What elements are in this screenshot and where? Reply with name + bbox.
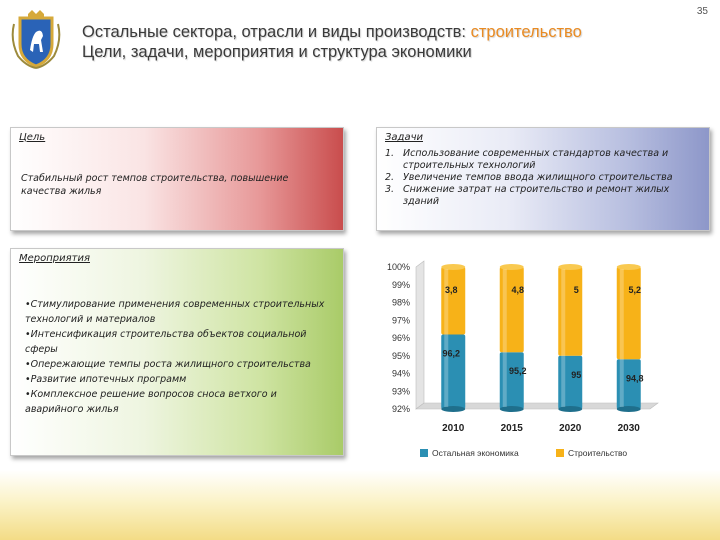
- title-prefix: Остальные сектора, отрасли и виды производств:: [82, 23, 471, 41]
- economy-structure-chart: [376, 253, 666, 471]
- slide-title: [82, 22, 702, 62]
- chart-side-wall: [416, 261, 424, 409]
- task-item: [385, 172, 703, 184]
- goal-text: Стабильный рост темпов строительства, повышение качества жилья: [21, 173, 289, 197]
- y-tick-label: 100%: [386, 262, 410, 272]
- data-label-construction: 5: [573, 285, 579, 295]
- title-accent: строительство: [470, 23, 582, 41]
- measure-item: •Развитие ипотечных программ: [25, 374, 187, 385]
- task-item: [385, 148, 703, 172]
- bar-highlight: [620, 269, 624, 407]
- task-number: 2.: [385, 172, 395, 183]
- legend-label: Строительство: [568, 448, 628, 458]
- data-label-construction: 4,8: [511, 285, 525, 295]
- x-category-label: 2030: [617, 423, 640, 434]
- y-tick-label: 92%: [391, 404, 410, 414]
- bar-highlight: [503, 269, 507, 407]
- footer-glow: [0, 470, 720, 540]
- task-number: 1.: [385, 148, 395, 159]
- legend-swatch: [420, 449, 428, 457]
- data-label-construction: 3,8: [444, 285, 458, 295]
- legend-label: Остальная экономика: [432, 448, 519, 458]
- page-number: 35: [696, 6, 708, 17]
- data-label-other-economy: 95: [571, 369, 582, 380]
- y-tick-label: 95%: [391, 350, 410, 361]
- data-label-other-economy: 96,2: [442, 348, 461, 359]
- task-number: 3.: [385, 184, 395, 195]
- x-category-label: 2010: [442, 423, 465, 434]
- task-text: Снижение затрат на строительство и ремонт жилых зданий: [403, 184, 670, 207]
- y-tick-label: 97%: [391, 315, 410, 326]
- tasks-list: [385, 148, 703, 208]
- bar-highlight: [561, 269, 565, 407]
- measure-item: •Комплексное решение вопросов сноса ветхого и аварийного жилья: [25, 389, 277, 415]
- y-tick-label: 98%: [391, 297, 410, 308]
- task-item: [385, 184, 703, 208]
- y-tick-label: 93%: [391, 386, 410, 397]
- goal-panel: [10, 127, 344, 231]
- x-category-label: 2020: [559, 423, 582, 434]
- measure-item: •Интенсификация строительства объектов социальной сферы: [25, 329, 307, 355]
- measures-list: [25, 297, 325, 417]
- title-line-2: Цели, задачи, мероприятия и структура экономики: [82, 43, 472, 61]
- tasks-panel: [376, 127, 710, 231]
- title-line-1: [82, 22, 702, 42]
- samara-coat-of-arms-icon: [10, 10, 62, 70]
- measure-item: •Стимулирование применения современных строительных технологий и материалов: [25, 299, 325, 325]
- measures-panel: [10, 248, 344, 456]
- legend-swatch: [556, 449, 564, 457]
- tasks-heading: Задачи: [385, 132, 423, 143]
- task-text: Использование современных стандартов качества и строительных технологий: [403, 148, 669, 171]
- task-text: Увеличение темпов ввода жилищного строительства: [403, 172, 673, 183]
- stacked-bar-chart: [376, 253, 666, 471]
- measure-item: •Опережающие темпы роста жилищного строительства: [25, 359, 311, 370]
- y-tick-label: 99%: [391, 279, 410, 290]
- data-label-other-economy: 95,2: [508, 366, 527, 377]
- data-label-construction: 5,2: [628, 285, 642, 295]
- y-tick-label: 94%: [391, 368, 410, 379]
- goal-heading: Цель: [19, 132, 46, 143]
- x-category-label: 2015: [500, 423, 523, 434]
- y-tick-label: 96%: [391, 333, 410, 343]
- measures-heading: Мероприятия: [19, 253, 90, 264]
- data-label-other-economy: 94,8: [625, 373, 644, 384]
